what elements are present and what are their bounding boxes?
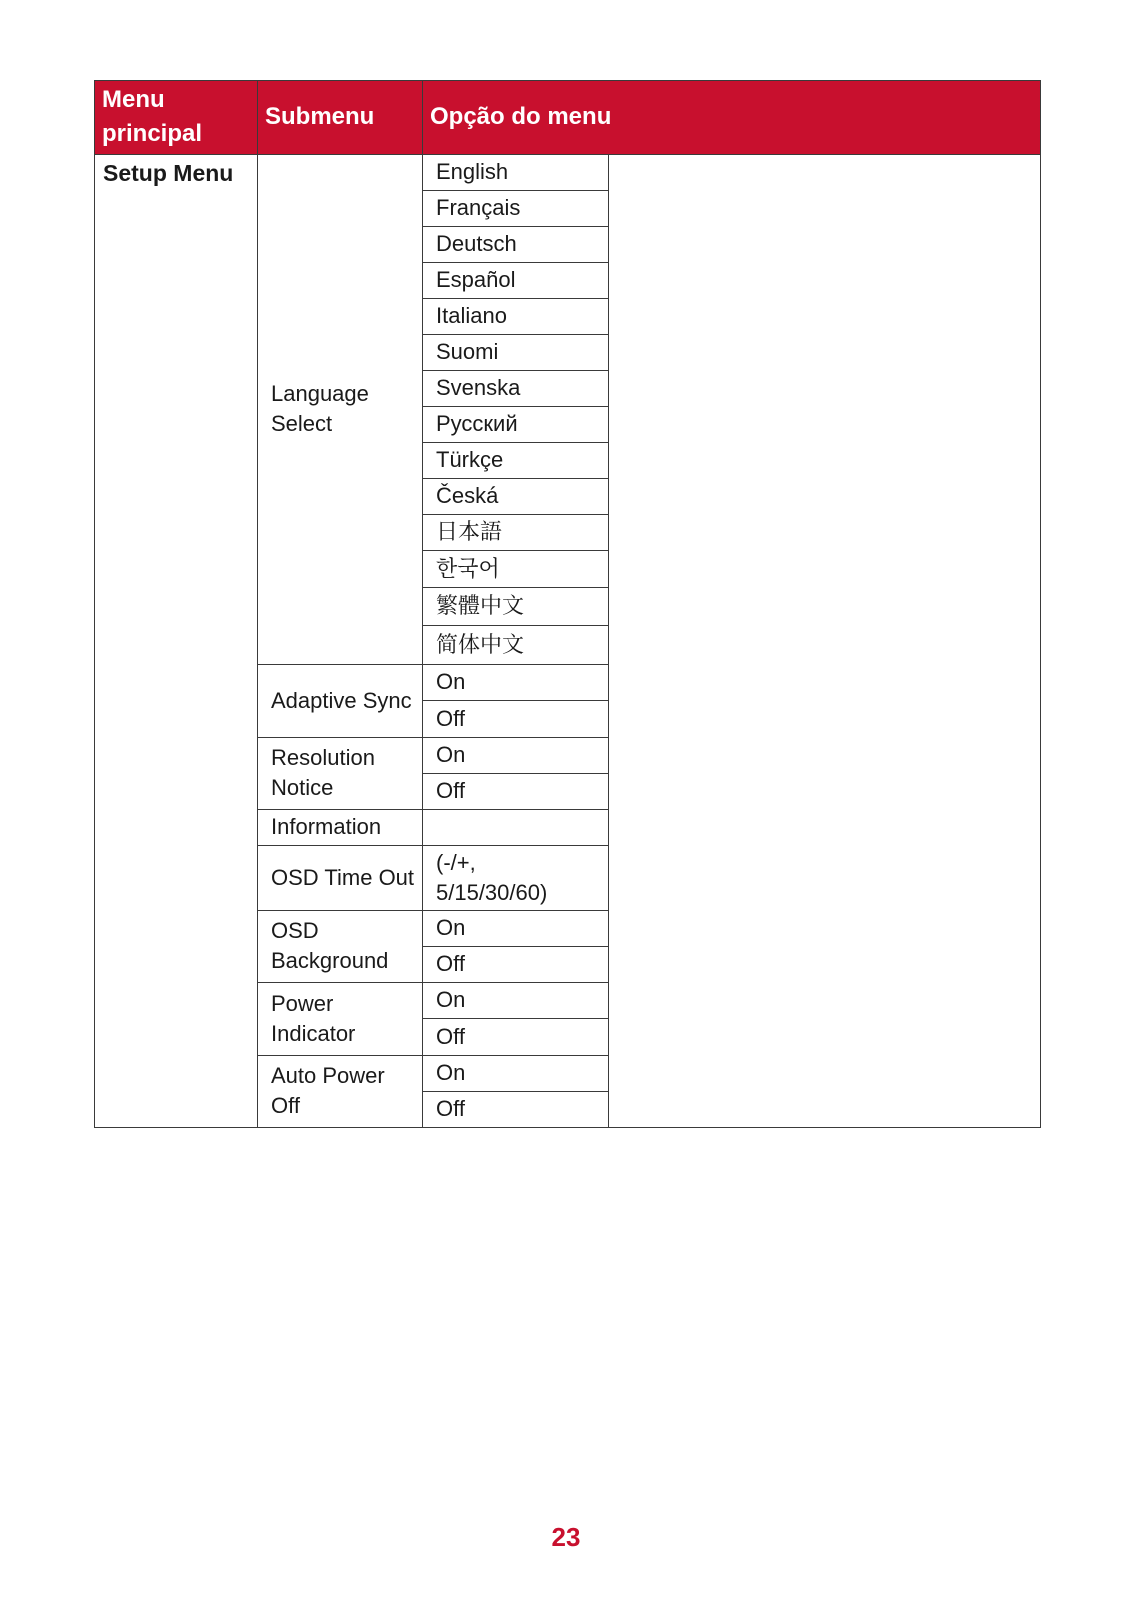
option-cell: Türkçe bbox=[436, 447, 504, 472]
option-cell: 繁體中文 bbox=[436, 593, 525, 618]
table-border-top bbox=[94, 80, 1041, 81]
header-main-menu-text: Menu principal bbox=[102, 86, 203, 147]
option-cell: Česká bbox=[436, 483, 499, 508]
header-main-menu bbox=[94, 80, 257, 154]
option-cell: 日本語 bbox=[436, 519, 503, 544]
option-cell: Off bbox=[436, 1096, 465, 1121]
submenu-label: Information bbox=[271, 814, 382, 839]
menu-table bbox=[94, 80, 1040, 1140]
option-cell: Off bbox=[436, 951, 465, 976]
option-cell: Español bbox=[436, 267, 516, 292]
option-cell: 한국어 bbox=[436, 555, 500, 581]
option-cell: Русский bbox=[436, 411, 518, 436]
header-menu-option bbox=[422, 80, 1040, 154]
option-cell: On bbox=[436, 915, 466, 940]
header-menu-option-text: Opção do menu bbox=[430, 103, 612, 130]
option-cell: Italiano bbox=[436, 303, 507, 328]
submenu-label: Resolution Notice bbox=[271, 745, 375, 800]
submenu-label: Power Indicator bbox=[271, 990, 356, 1046]
table-border-right bbox=[1040, 80, 1041, 1128]
submenu-label: OSD Background bbox=[271, 918, 389, 973]
option-cell: Français bbox=[436, 195, 521, 220]
option-cell: On bbox=[436, 669, 466, 694]
option-cell: Off bbox=[436, 778, 465, 803]
option-cell: 简体中文 bbox=[436, 631, 525, 657]
table-border-left bbox=[94, 80, 95, 1128]
option-cell: Svenska bbox=[436, 375, 521, 400]
option-cell: On bbox=[436, 742, 466, 767]
submenu-label: Language Select bbox=[271, 381, 369, 436]
option-divider bbox=[422, 1127, 609, 1128]
option-cell: (-/+, 5/15/30/60) bbox=[436, 849, 548, 905]
option-cell: Off bbox=[436, 705, 465, 731]
main-menu-label: Setup Menu bbox=[103, 160, 234, 186]
option-cell: English bbox=[436, 159, 509, 184]
submenu-label: OSD Time Out bbox=[271, 864, 415, 890]
submenu-label: Adaptive Sync bbox=[271, 687, 412, 713]
option-cell: Suomi bbox=[436, 339, 499, 364]
option-cell: Deutsch bbox=[436, 231, 517, 256]
option-cell: On bbox=[436, 987, 466, 1012]
header-submenu-text: Submenu bbox=[265, 103, 375, 130]
submenu-label: Auto Power Off bbox=[271, 1063, 385, 1118]
option-cell: Off bbox=[436, 1023, 465, 1049]
header-submenu bbox=[257, 80, 422, 154]
page-number: 23 bbox=[551, 1522, 581, 1552]
option-cell: On bbox=[436, 1060, 466, 1085]
